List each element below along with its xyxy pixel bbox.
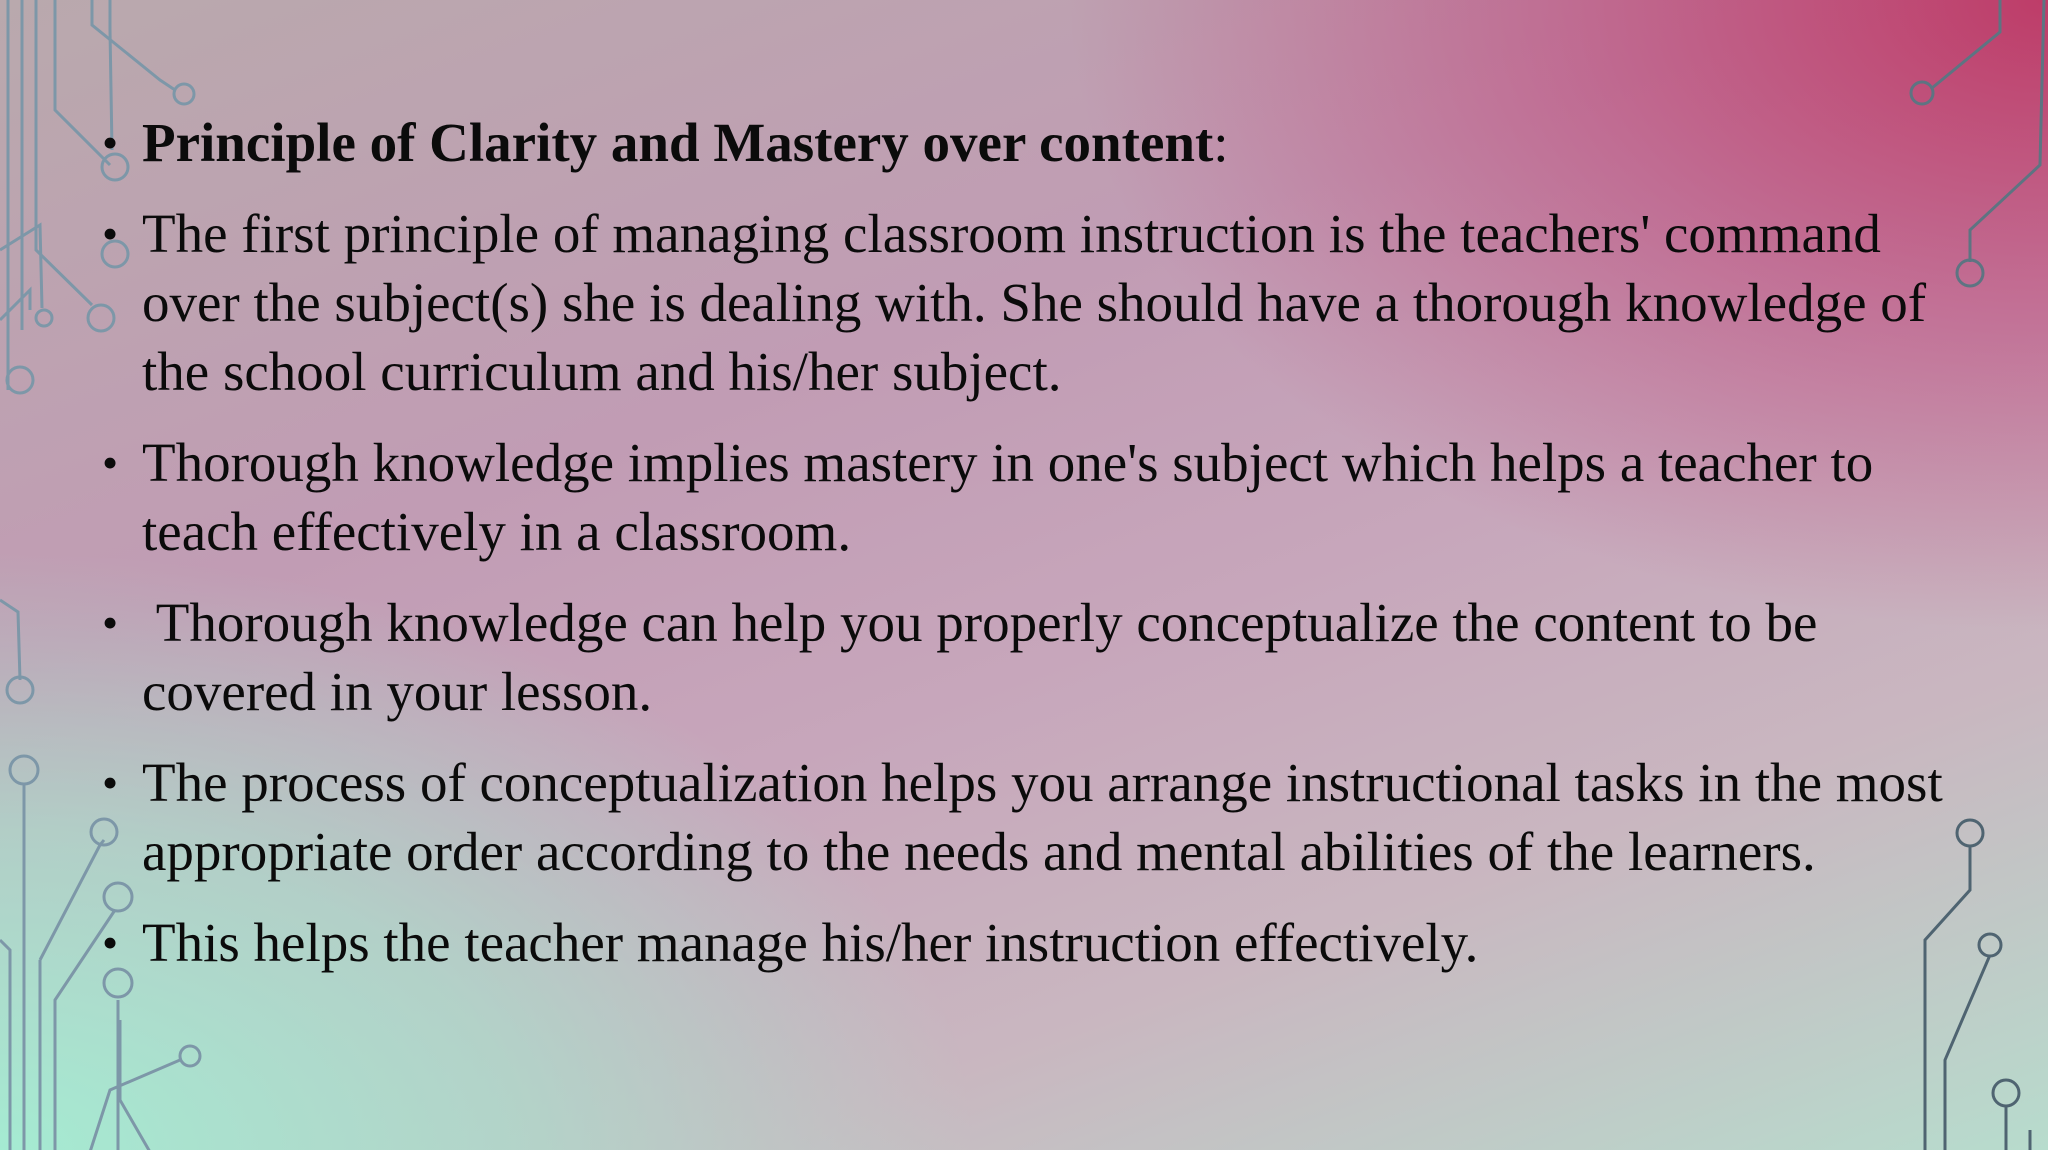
bullet-item: [96, 428, 1976, 566]
heading-title: Principle of Clarity and Mastery over content: [142, 112, 1214, 173]
bullet-icon: •: [102, 917, 119, 968]
bullet-list: [96, 108, 1976, 977]
bullet-text: The process of conceptualization helps you arrange instructional tasks in the most appropriate order according to the needs and mental abilities of the learners.: [142, 752, 1943, 882]
bullet-text: Thorough knowledge can help you properly conceptualize the content to be covered in your lesson.: [142, 592, 1832, 722]
bullet-item: [96, 588, 1976, 726]
bullet-icon: •: [102, 117, 119, 168]
bullet-text: Thorough knowledge implies mastery in one's subject which helps a teacher to teach effectively in a classroom.: [142, 432, 1874, 562]
bullet-icon: •: [102, 437, 119, 488]
heading-colon: :: [1213, 112, 1229, 173]
bullet-icon: •: [102, 208, 119, 259]
bullet-text: The first principle of managing classroom instruction is the teachers' command over the subject(s) she is dealing with. She should have a thorough knowledge of the school curriculum and his/her subject.: [142, 203, 1927, 402]
bullet-item: [96, 199, 1976, 406]
bullet-icon: •: [102, 597, 119, 648]
bullet-item: [96, 908, 1976, 977]
bullet-item: [96, 748, 1976, 886]
bullet-text: This helps the teacher manage his/her instruction effectively.: [142, 912, 1479, 973]
bullet-icon: •: [102, 757, 119, 808]
slide-body: [96, 108, 1976, 999]
bullet-heading: [96, 108, 1976, 177]
